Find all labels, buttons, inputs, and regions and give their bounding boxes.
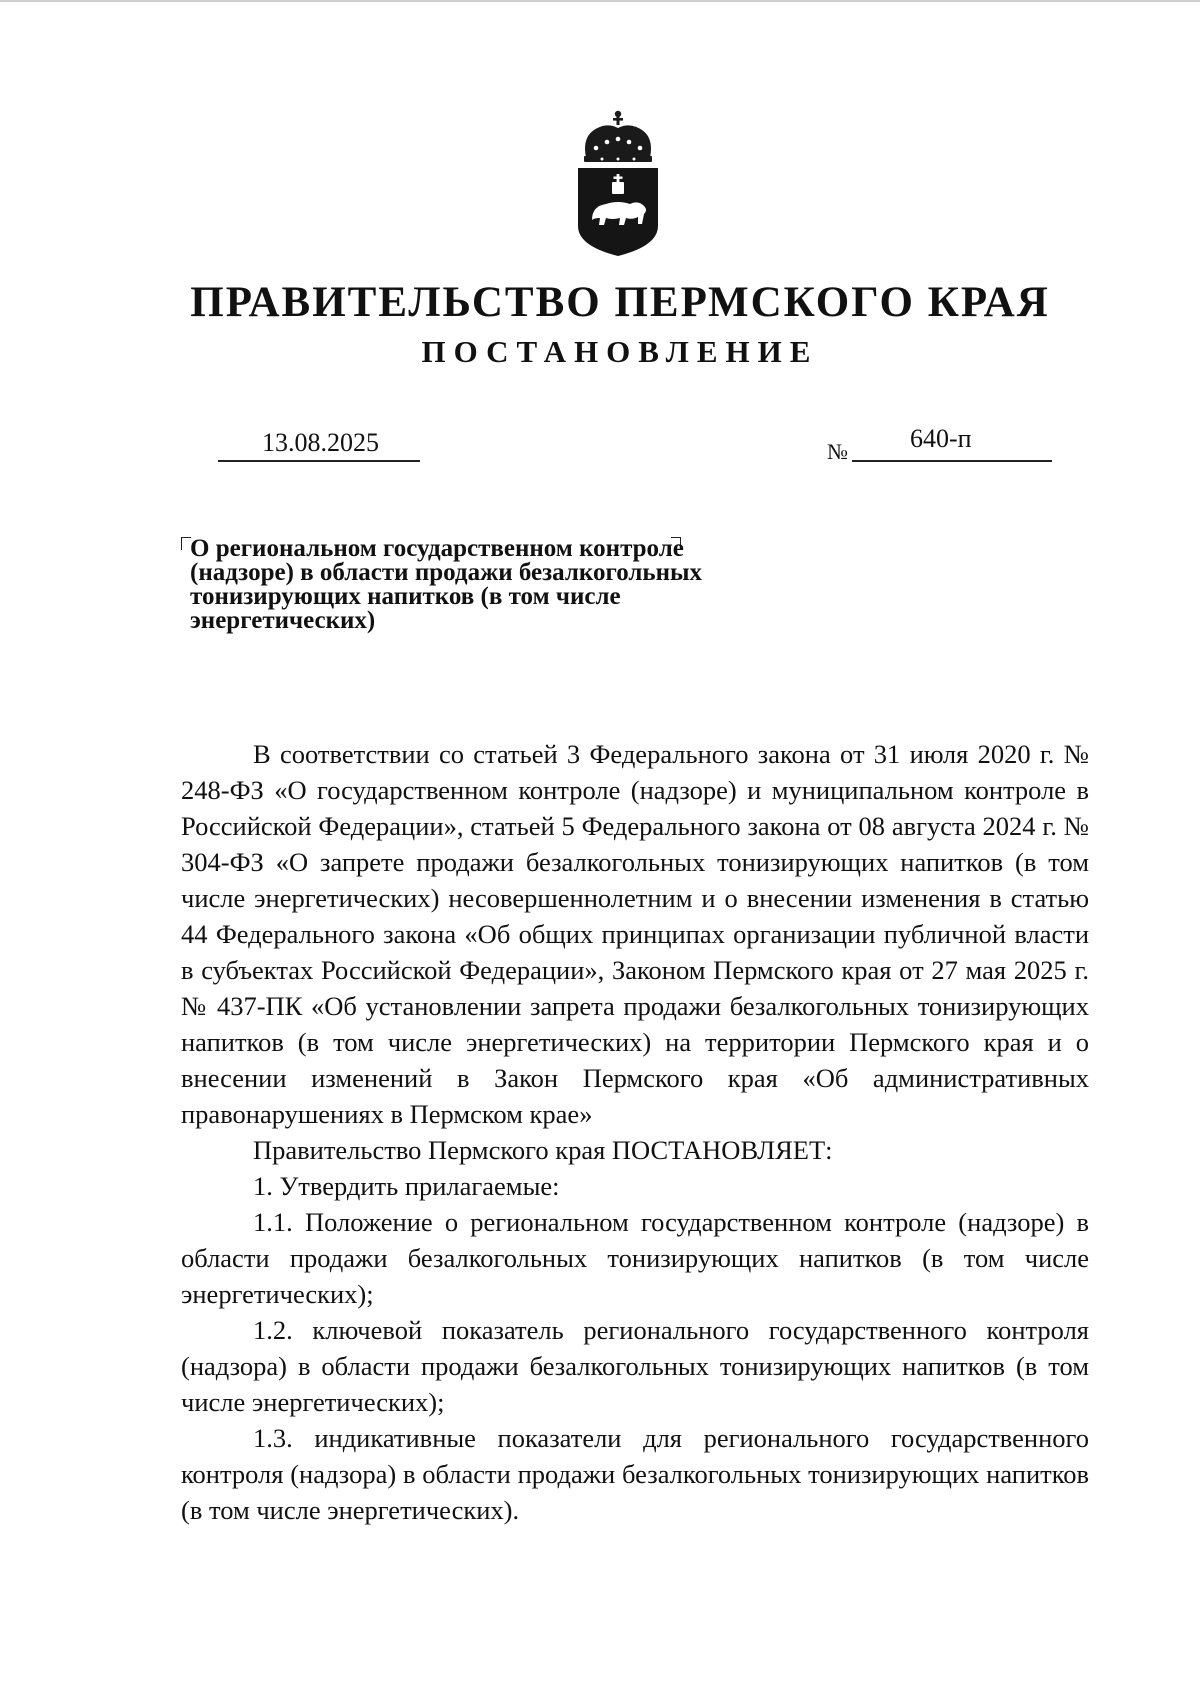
document-type: ПОСТАНОВЛЕНИЕ [421,334,819,369]
date-underline [218,460,420,462]
subject-line: О региональном государственном контроле [190,535,684,562]
coat-of-arms-icon [572,108,664,258]
number-underline [852,460,1052,462]
document-body [181,736,1089,1528]
number-sign: № [827,439,848,464]
subject-line: тонизирующих напитков (в том числе [190,583,621,610]
subject-line: (надзоре) в области продажи безалкогольных [190,559,703,586]
item-1-2: 1.2. ключевой показатель регионального государственного контроля (надзора) в области продажи безалкогольных тонизирующих напитков (в том числе энергетических); [181,1315,1089,1417]
document-date: 13.08.2025 [262,428,379,457]
scan-border [0,0,1200,2]
preamble-paragraph: В соответствии со статьей 3 Федерального закона от 31 июля 2020 г. № 248-ФЗ «О государственном контроле (надзоре) и муниципальном контроле в Российской Федерации», статьей 5 Федерального закона от 08 августа 2024 г. № 304-ФЗ «О запрете продажи безалкогольных тонизирующих напитков (в том числе энергетических) несовершеннолетним и о внесении изменения в статью 44 Федерального закона «Об общих принципах организации публичной власти в субъектах Российской Федерации», Законом Пермского края от 27 мая 2025 г. № 437-ПК «Об установлении запрета продажи безалкогольных тонизирующих напитков (в том числе энергетических) на территории Пермского края и о внесении изменений в Закон Пермского края «Об административных правонарушениях в Пермском крае» [181,739,1089,1129]
document-number: 640-п [910,424,972,453]
organization-title: ПРАВИТЕЛЬСТВО ПЕРМСКОГО КРАЯ [190,279,1050,326]
document-subject [190,537,830,633]
decree-paragraph: Правительство Пермского края ПОСТАНОВЛЯЕТ: [253,1135,833,1165]
item-1-1: 1.1. Положение о региональном государственном контроле (надзоре) в области продажи безалкогольных тонизирующих напитков (в том числе энергетических); [181,1207,1089,1309]
subject-line: энергетических) [190,607,376,634]
item-1-3: 1.3. индикативные показатели для регионального государственного контроля (надзора) в области продажи безалкогольных тонизирующих напитков (в том числе энергетических). [181,1423,1089,1525]
item-1: 1. Утвердить прилагаемые: [253,1171,560,1201]
